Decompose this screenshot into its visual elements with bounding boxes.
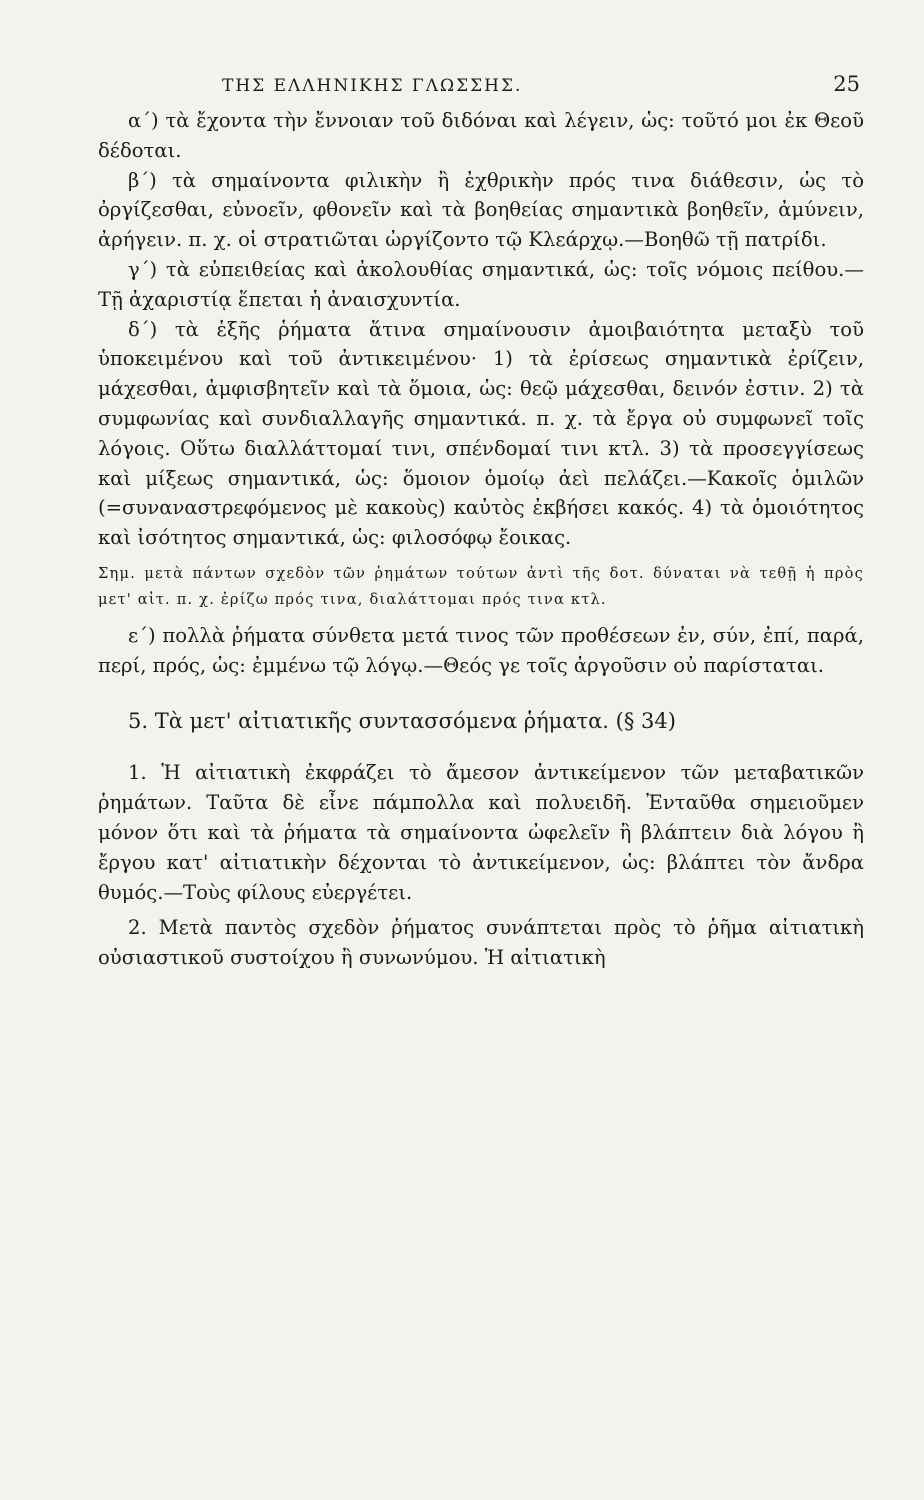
paragraph-d: δ΄) τὰ ἑξῆς ῥήματα ἅτινα σημαίνουσιν ἀμοιβαιότητα μεταξὺ τοῦ ὑποκειμένου καὶ τοῦ ἀντικειμένου· 1) τὰ ἐρίσεως σημαντικὰ ἐρίζειν, μάχεσθαι, ἀμφισβητεῖν καὶ τὰ ὅμοια, ὡς: θεῷ μάχεσθαι, δεινόν ἐστιν. 2) τὰ συμφωνίας καὶ συνδιαλλαγῆς σημαντικά. π. χ. τὰ ἔργα οὐ συμφωνεῖ τοῖς λόγοις. Οὕτω διαλλάττομαί τινι, σπένδομαί τινι κτλ. 3) τὰ προσεγγίσεως καὶ μίξεως σημαντικά, ὡς: ὅμοιον ὁμοίῳ ἀεὶ πελάζει.—Κακοῖς ὁμιλῶν (=συναναστρεφόμενος μὲ κακοὺς) καὐτὸς ἐκβήσει κακός. 4) τὰ ὁμοιότητος καὶ ἰσότητος σημαντικά, ὡς: φιλοσόφῳ ἔοικας. — [98, 317, 864, 550]
paragraph-1: 1. Ἡ αἰτιατικὴ ἐκφράζει τὸ ἄμεσον ἀντικείμενον τῶν μεταβατικῶν ῥημάτων. Ταῦτα δὲ εἶνε πάμπολλα καὶ πολυειδῆ. Ἐνταῦθα σημειοῦμεν μόνον ὅτι καὶ τὰ ῥήματα τὰ σημαίνοντα ὠφελεῖν ἢ βλάπτειν διὰ λόγου ἢ ἔργου κατ' αἰτιατικὴν δέχονται τὸ ἀντικείμενον, ὡς: βλάπτει τὸν ἄνδρα θυμός.—Τοὺς φίλους εὐεργέτει. — [98, 761, 864, 904]
paragraph-a: α΄) τὰ ἔχοντα τὴν ἔννοιαν τοῦ διδόναι καὶ λέγειν, ὡς: τοῦτό μοι ἐκ Θεοῦ δέδοται. — [98, 109, 864, 162]
body-text — [98, 106, 864, 973]
paragraph-c: γ΄) τὰ εὐπειθείας καὶ ἀκολουθίας σημαντικά, ὡς: τοῖς νόμοις πείθου.—Τῇ ἀχαριστίᾳ ἕπεται ἡ ἀναισχυντία. — [98, 257, 864, 311]
running-header — [98, 66, 864, 106]
page-number: 25 — [833, 72, 860, 96]
paragraph-2: 2. Μετὰ παντὸς σχεδὸν ῥήματος συνάπτεται πρὸς τὸ ῥῆμα αἰτιατικὴ οὐσιαστικοῦ συστοίχου ἢ συνωνύμου. Ἡ αἰτιατικὴ — [98, 916, 864, 970]
paragraph-b: β΄) τὰ σημαίνοντα φιλικὴν ἢ ἐχθρικὴν πρός τινα διάθεσιν, ὡς τὸ ὀργίζεσθαι, εὐνοεῖν, φθονεῖν καὶ τὰ βοηθείας σημαντικὰ βοηθεῖν, ἀμύνειν, ἀρήγειν. π. χ. οἱ στρατιῶται ὠργίζοντο τῷ Κλεάρχῳ.—Βοηθῶ τῇ πατρίδι. — [98, 168, 864, 252]
footnote-remark: Σημ. μετὰ πάντων σχεδὸν τῶν ῥημάτων τούτων ἀντὶ τῆς δοτ. δύναται νὰ τεθῇ ἡ πρὸς μετ' αἰτ. π. χ. ἐρίζω πρός τινα, διαλάττομαι πρός τινα κτλ. — [98, 564, 864, 608]
running-title: ΤΗΣ ΕΛΛΗΝΙΚΗΣ ΓΛΩΣΣΗΣ. — [222, 76, 523, 96]
section-heading: 5. Τὰ μετ' αἰτιατικῆς συντασσόμενα ῥήματα. (§ 34) — [128, 708, 676, 733]
paragraph-e: ε΄) πολλὰ ῥήματα σύνθετα μετά τινος τῶν προθέσεων ἐν, σύν, ἐπί, παρά, περί, πρός, ὡς: ἐμμένω τῷ λόγῳ.—Θεός γε τοῖς ἀργοῦσιν οὐ παρίσταται. — [98, 623, 864, 677]
